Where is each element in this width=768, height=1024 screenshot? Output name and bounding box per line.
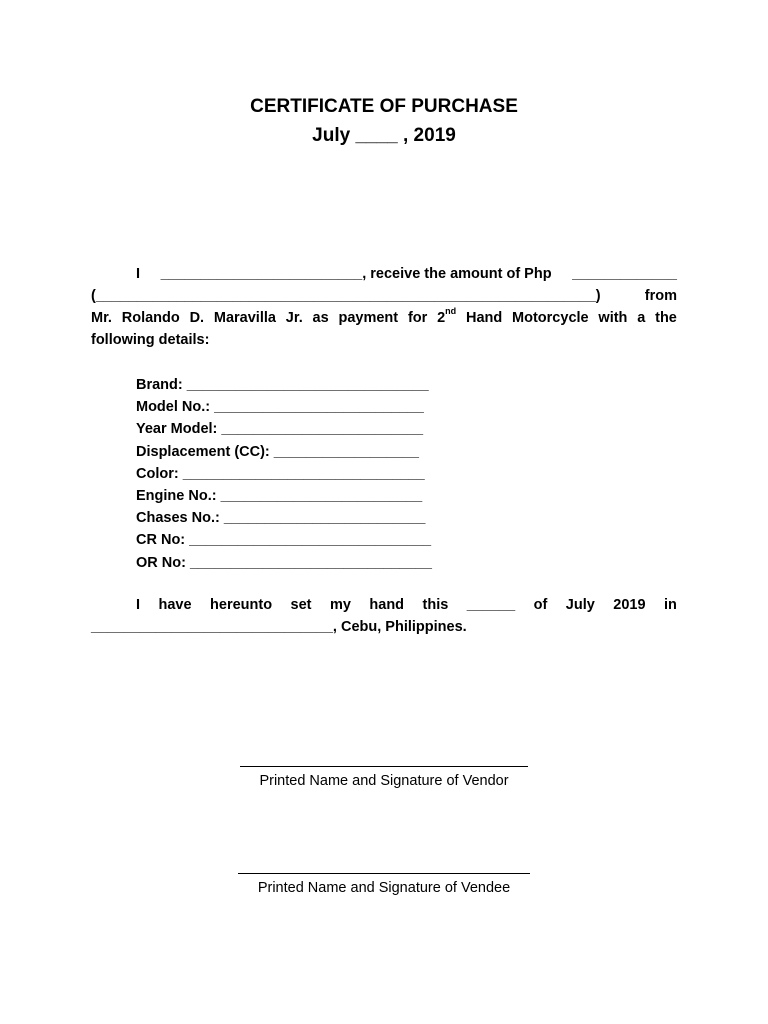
paragraph1-line3-word: payment: [338, 310, 399, 326]
paragraph1-line3-word: the: [655, 310, 677, 326]
paragraph1-line3-word: Maravilla: [213, 310, 276, 326]
paragraph2-line1-word: my: [329, 597, 351, 613]
paragraph2-line1-word: 2019: [613, 597, 646, 613]
vendor-signature-block: [0, 766, 768, 791]
title-block: [0, 94, 768, 149]
paragraph2-line1-word: July: [565, 597, 595, 613]
paragraph2-line1: [91, 594, 677, 616]
ordinal-suffix: nd: [445, 306, 457, 317]
detail-row: Chases No.: _________________________: [136, 510, 426, 527]
detail-row: OR No: ______________________________: [136, 554, 432, 571]
vendee-signature-block: [0, 873, 768, 898]
paragraph2-line1-word: hand: [369, 597, 405, 613]
paragraph1-line3-word: Motorcycle: [512, 310, 589, 326]
paragraph2-line1-word: I: [136, 597, 141, 613]
detail-row: Model No.: __________________________: [136, 399, 424, 416]
paragraph2-line1-word: in: [664, 597, 677, 613]
amount-words-blank: (______________________________________________________________): [91, 288, 601, 304]
paragraph1-line3-word: Hand: [465, 310, 503, 326]
from-text: from: [644, 288, 677, 304]
paragraph2-line1-word: this: [422, 597, 449, 613]
amount-blank: _____________: [572, 266, 677, 282]
vendor-signature-label: Printed Name and Signature of Vendor: [259, 773, 509, 789]
paragraph1-line2: [91, 285, 677, 307]
detail-row: Year Model: _________________________: [136, 421, 424, 438]
detail-row: Displacement (CC): __________________: [136, 443, 419, 460]
document-title: CERTIFICATE OF PURCHASE: [250, 96, 518, 117]
detail-row: Brand: ______________________________: [136, 377, 429, 393]
attestation-paragraph: [91, 594, 677, 638]
vendor-signature-line: [240, 766, 528, 767]
paragraph2-line1-word: of: [533, 597, 548, 613]
paragraph2-line1-word: ______: [466, 597, 516, 613]
paragraph1-line3-word: for: [407, 310, 428, 326]
paragraph2-line2: ______________________________, Cebu, Philippines.: [91, 619, 467, 635]
detail-row: Color: ______________________________: [136, 465, 425, 482]
receipt-paragraph: [91, 263, 677, 351]
paragraph2-line1-word: hereunto: [210, 597, 273, 613]
vendee-signature-line: [238, 873, 530, 874]
paragraph1-line1: [91, 263, 677, 285]
detail-row: Engine No.: _________________________: [136, 488, 423, 505]
vendee-signature-label: Printed Name and Signature of Vendee: [257, 880, 511, 896]
paragraph1-line3: [91, 307, 677, 329]
document-date: July ____ , 2019: [312, 125, 456, 146]
paragraph1-line3-word: D.: [189, 310, 205, 326]
paragraph1-line3-word: with: [598, 310, 628, 326]
paragraph2-line1-word: have: [158, 597, 192, 613]
pronoun-text: I: [136, 266, 141, 282]
paragraph1-line3-word: Jr.: [285, 310, 303, 326]
motorcycle-details-list: [136, 374, 432, 574]
name-blank-text: _________________________, receive the amount of Php: [160, 266, 552, 282]
detail-row: CR No: ______________________________: [136, 532, 432, 549]
paragraph1-line4: following details:: [91, 332, 210, 348]
paragraph1-line3-word: Rolando: [121, 310, 180, 326]
paragraph2-line1-word: set: [290, 597, 312, 613]
ordinal-text: [437, 307, 456, 329]
paragraph1-line3-word: Mr.: [91, 310, 112, 326]
paragraph1-line3-word: a: [637, 310, 646, 326]
paragraph1-line3-word: as: [312, 310, 329, 326]
ordinal-number: 2: [437, 310, 446, 326]
